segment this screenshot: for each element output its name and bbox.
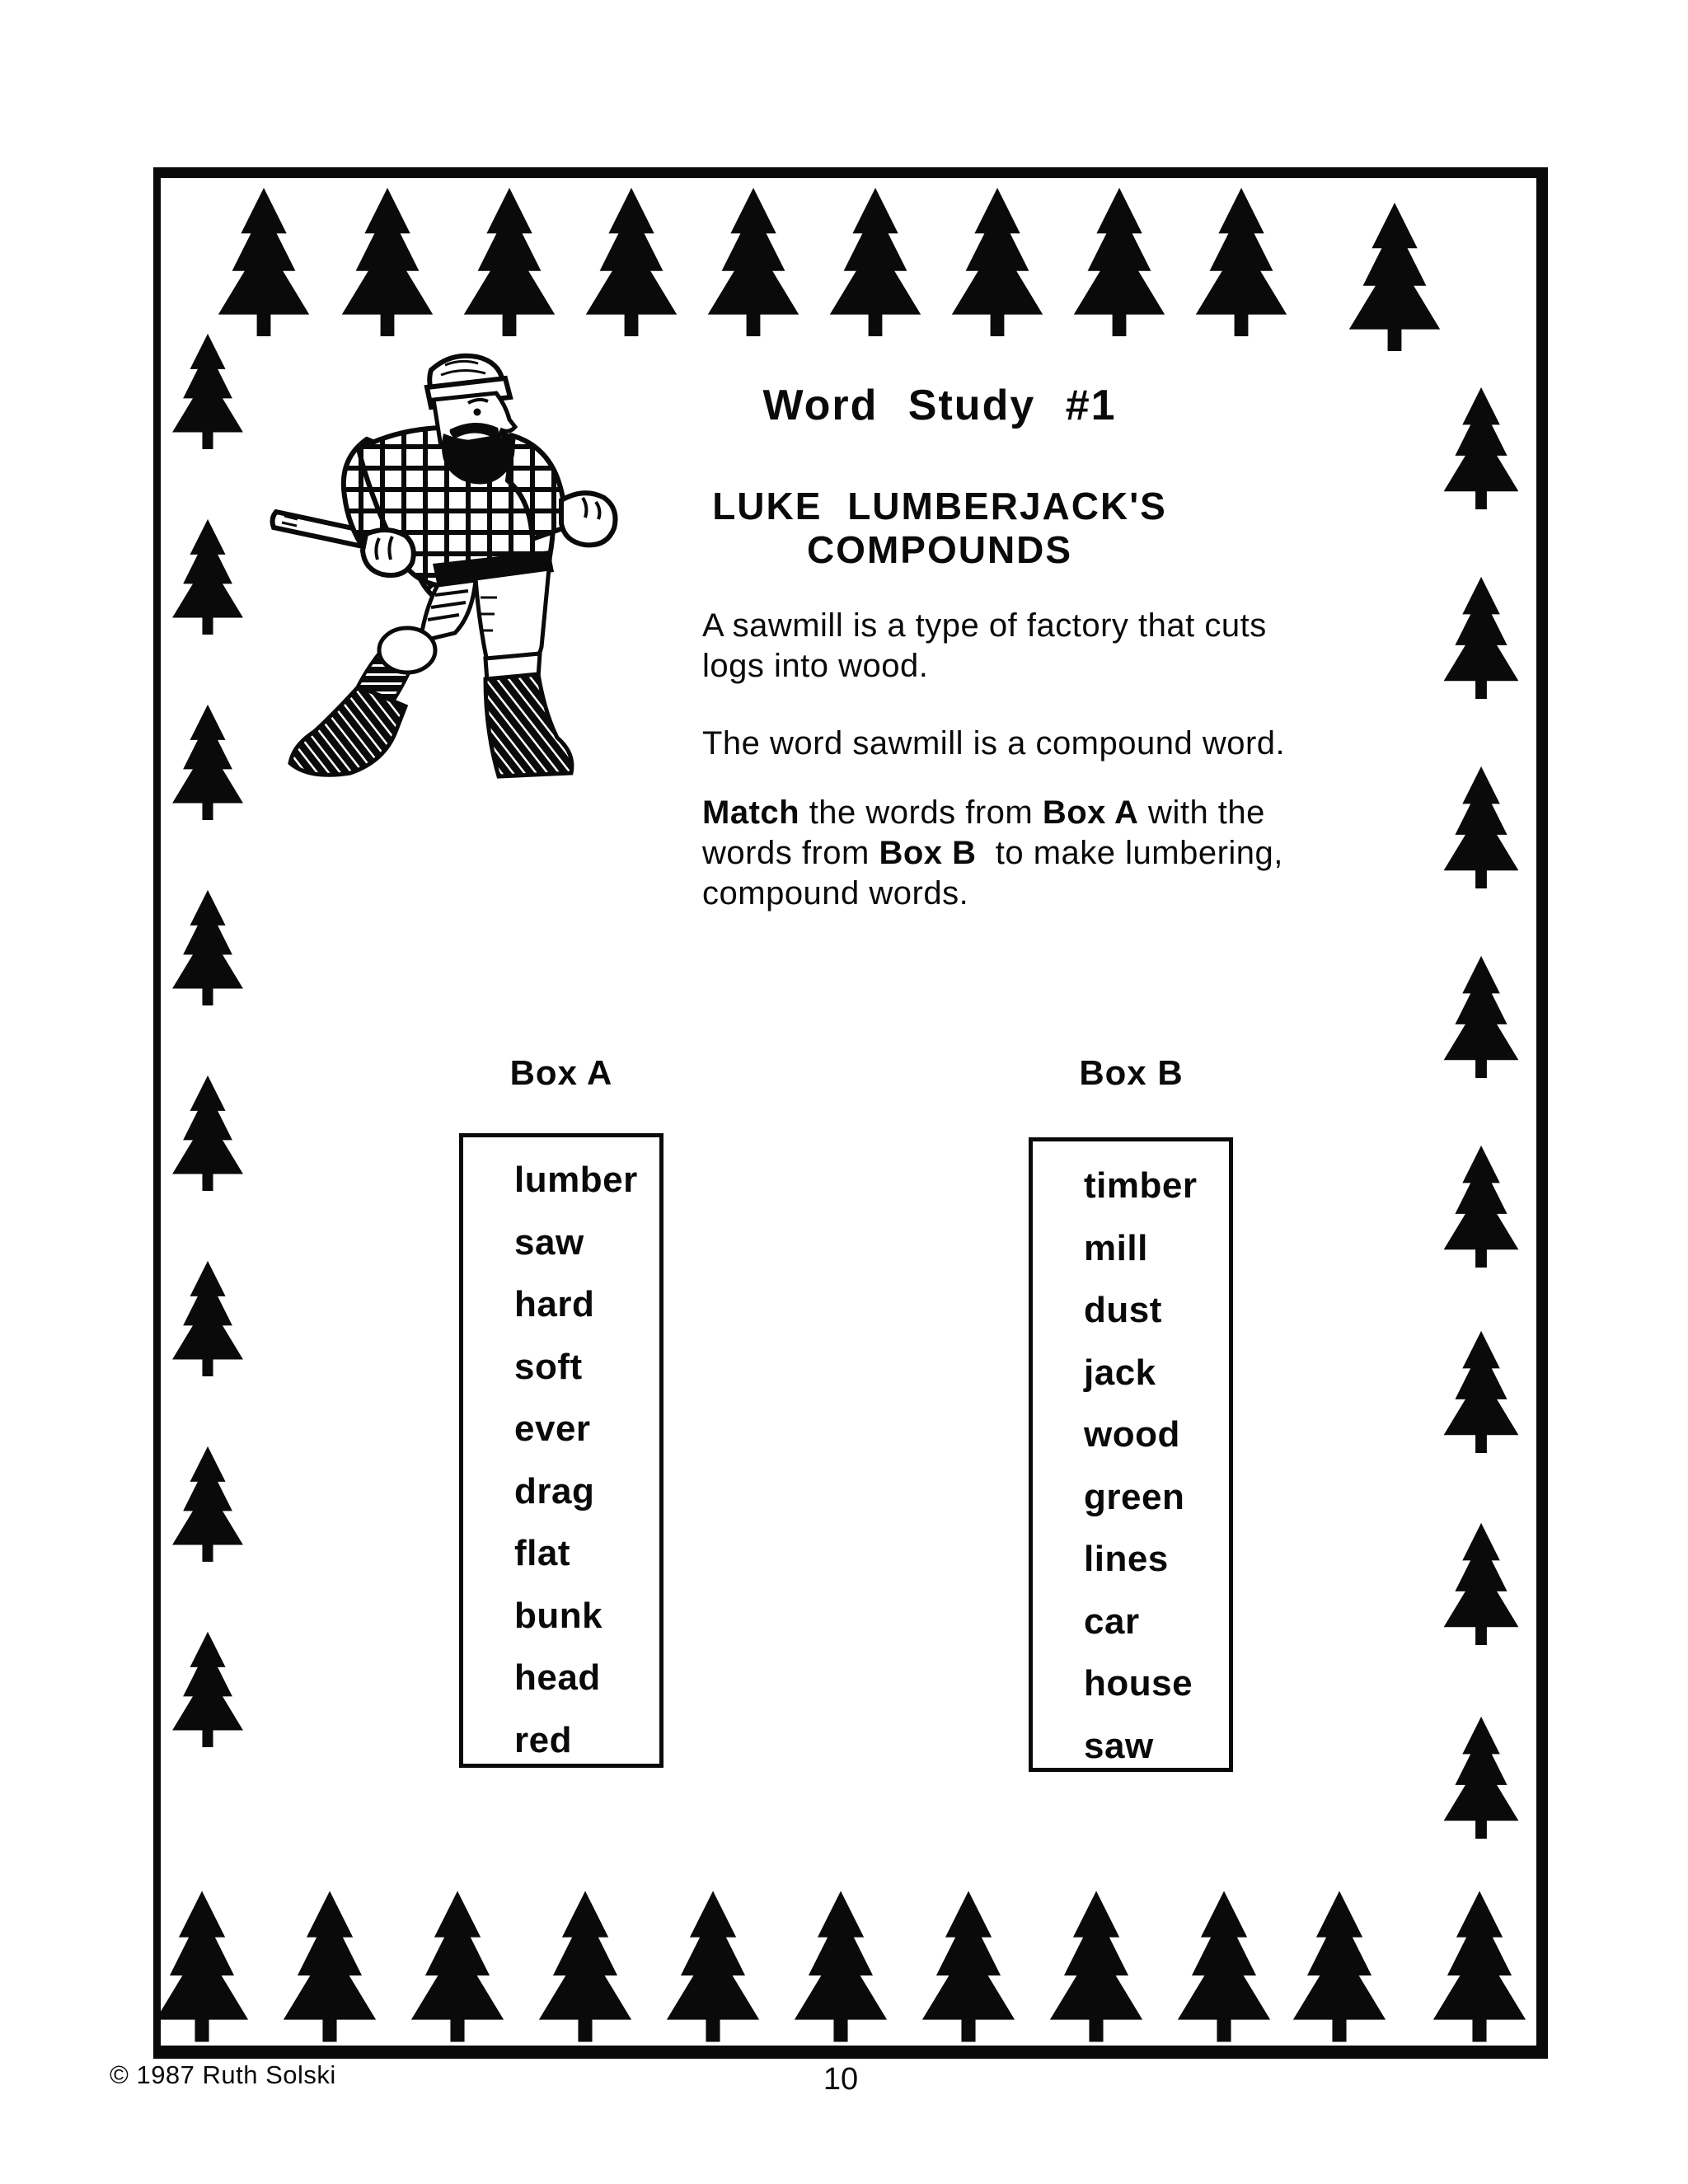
- instructions-line-2: [702, 833, 1395, 874]
- pine-tree-icon: [457, 188, 561, 336]
- pine-tree-icon: [165, 1446, 251, 1562]
- pine-tree-icon: [1436, 387, 1526, 509]
- pine-tree-icon: [165, 1261, 251, 1376]
- subtitle-line-1: LUKE LUMBERJACK'S: [712, 485, 1167, 527]
- pine-tree-icon: [1189, 188, 1293, 336]
- box-b-word-lines: lines: [1084, 1539, 1169, 1579]
- pine-tree-icon: [165, 705, 251, 820]
- box-a-word-red: red: [514, 1719, 572, 1760]
- instructions-text: with the: [1138, 794, 1265, 831]
- note-paragraph: The word sawmill is a compound word.: [702, 725, 1286, 762]
- box-a-word-drag: drag: [514, 1470, 595, 1511]
- box-a-word-soft: soft: [514, 1346, 583, 1387]
- box-b-word-green: green: [1084, 1476, 1185, 1517]
- instructions-text: the words from: [799, 794, 1043, 831]
- box-b-word-wood: wood: [1084, 1414, 1180, 1455]
- pine-tree-icon: [579, 188, 683, 336]
- instructions-bold-term: Box B: [879, 835, 977, 871]
- box-a-word-ever: ever: [514, 1408, 591, 1449]
- pine-tree-icon: [279, 1886, 380, 2047]
- box-b: [1029, 1137, 1233, 1772]
- pine-tree-icon: [1436, 1717, 1526, 1839]
- instructions-bold-term: Box A: [1042, 794, 1139, 831]
- pine-tree-icon: [165, 1076, 251, 1191]
- pine-tree-icon: [663, 1886, 763, 2047]
- header-block: [692, 381, 1187, 572]
- box-a: [459, 1133, 663, 1768]
- pine-tree-icon: [1046, 1886, 1146, 2047]
- box-b-word-mill: mill: [1084, 1227, 1148, 1268]
- pine-tree-icon: [335, 188, 439, 336]
- page-subtitle: [692, 485, 1187, 572]
- pine-tree-icon: [1436, 577, 1526, 699]
- pine-tree-icon: [918, 1886, 1019, 2047]
- box-a-word-bunk: bunk: [514, 1595, 603, 1636]
- pine-tree-icon: [1343, 203, 1447, 351]
- intro-line-1: A sawmill is a type of factory that cuts: [702, 607, 1267, 644]
- page-title: Word Study #1: [762, 382, 1117, 429]
- copyright-text: © 1987 Ruth Solski: [110, 2060, 336, 2089]
- pine-tree-icon: [701, 188, 805, 336]
- pine-tree-icon: [152, 1886, 252, 2047]
- box-a-word-head: head: [514, 1657, 601, 1698]
- pine-tree-icon: [1436, 956, 1526, 1078]
- box-b-word-car: car: [1084, 1601, 1140, 1642]
- pine-tree-icon: [212, 188, 316, 336]
- pine-tree-icon: [165, 890, 251, 1005]
- box-b-word-dust: dust: [1084, 1290, 1162, 1330]
- box-a-word-flat: flat: [514, 1533, 570, 1573]
- pine-tree-icon: [1429, 1886, 1530, 2047]
- lumberjack-illustration: [243, 350, 639, 812]
- subtitle-line-2: COMPOUNDS: [806, 528, 1073, 571]
- intro-line-2: logs into wood.: [702, 648, 929, 684]
- box-a-word-lumber: lumber: [514, 1160, 638, 1200]
- pine-tree-icon: [1436, 766, 1526, 888]
- box-a-label: Box A: [509, 1053, 613, 1092]
- instructions-text: to make lumbering,: [976, 835, 1283, 871]
- pine-tree-icon: [823, 188, 927, 336]
- pine-tree-icon: [165, 519, 251, 635]
- box-a-word-hard: hard: [514, 1284, 595, 1324]
- box-a-word-saw: saw: [514, 1221, 584, 1263]
- pine-tree-icon: [535, 1886, 635, 2047]
- intro-paragraph: [702, 606, 1395, 687]
- pine-tree-icon: [1436, 1331, 1526, 1453]
- box-b-label: Box B: [1079, 1053, 1184, 1092]
- pine-tree-icon: [790, 1886, 891, 2047]
- instructions-line-3: [702, 874, 1395, 914]
- instructions-line-1: [702, 793, 1395, 833]
- pine-tree-icon: [945, 188, 1049, 336]
- instructions-paragraph: [702, 793, 1395, 914]
- pine-tree-icon: [165, 334, 251, 449]
- pine-tree-icon: [165, 1632, 251, 1747]
- pine-tree-icon: [407, 1886, 508, 2047]
- page-number: 10: [823, 2062, 859, 2097]
- instructions-bold-term: Match: [702, 794, 800, 831]
- instructions-text: compound words.: [702, 875, 969, 912]
- box-b-word-jack: jack: [1084, 1352, 1156, 1393]
- pine-tree-icon: [1174, 1886, 1274, 2047]
- pine-tree-icon: [1067, 188, 1171, 336]
- pine-tree-icon: [1289, 1886, 1390, 2047]
- pine-tree-icon: [1436, 1523, 1526, 1645]
- box-b-word-house: house: [1084, 1663, 1193, 1704]
- box-b-word-saw: saw: [1084, 1725, 1154, 1766]
- box-b-word-timber: timber: [1084, 1165, 1198, 1206]
- pine-tree-icon: [1436, 1146, 1526, 1268]
- instructions-text: words from: [702, 835, 879, 871]
